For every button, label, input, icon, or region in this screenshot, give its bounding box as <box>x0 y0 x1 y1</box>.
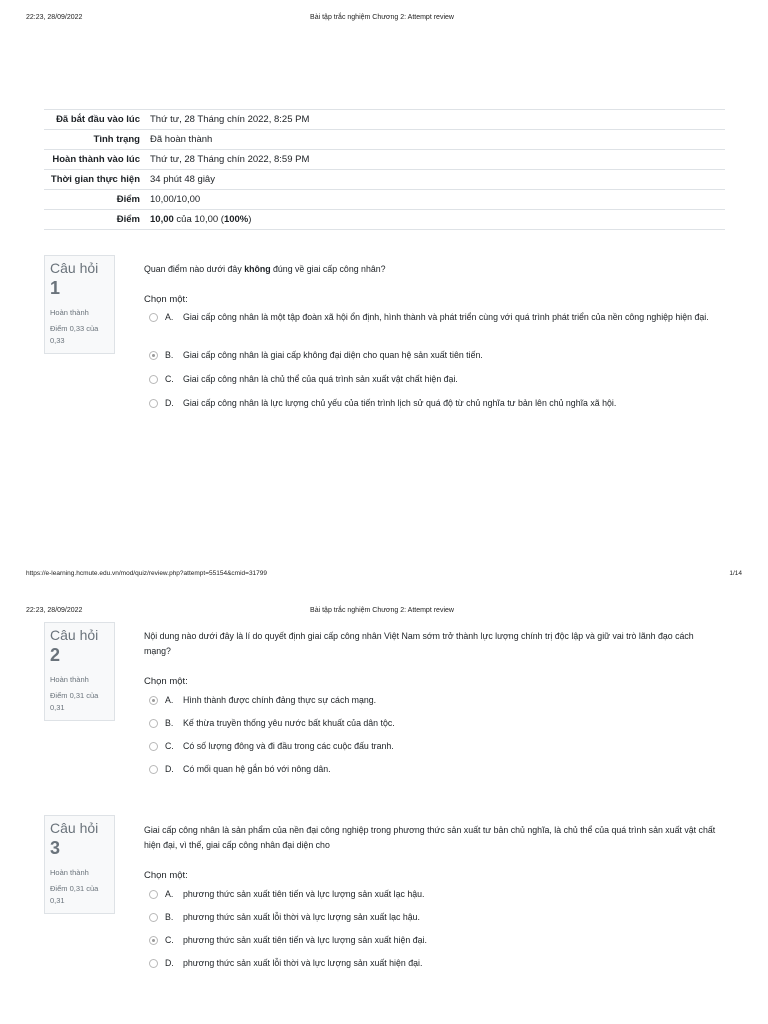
option-letter: D. <box>165 398 174 408</box>
radio-button[interactable] <box>149 913 158 922</box>
question-label: Câu hỏi <box>50 627 99 643</box>
summary-row <box>44 110 725 130</box>
option-text: phương thức sản xuất tiên tiến và lực lượng sản xuất hiện đại. <box>183 935 427 945</box>
choose-one-label: Chọn một: <box>144 294 188 305</box>
question-number: 2 <box>50 645 61 665</box>
question-state: Hoàn thành <box>50 868 89 877</box>
question-grade: Điểm 0,31 của 0,31 <box>50 691 99 712</box>
option-text: phương thức sản xuất lỗi thời và lực lượng sản xuất lạc hậu. <box>183 912 420 922</box>
answer-option[interactable] <box>149 372 715 387</box>
summary-value: Thứ tư, 28 Tháng chín 2022, 8:59 PM <box>146 150 725 170</box>
answer-option[interactable] <box>149 762 715 777</box>
question-text-part: đúng về giai cấp công nhân? <box>270 264 386 274</box>
question-info-box <box>44 622 115 721</box>
question-label: Câu hỏi <box>50 260 99 276</box>
option-letter: C. <box>165 374 174 384</box>
option-text: phương thức sản xuất lỗi thời và lực lượng sản xuất hiện đại. <box>183 958 423 968</box>
print-header <box>26 607 738 619</box>
radio-button[interactable] <box>149 375 158 384</box>
print-timestamp: 22:23, 28/09/2022 <box>26 14 83 21</box>
question-number: 1 <box>50 278 61 298</box>
radio-button[interactable] <box>149 742 158 751</box>
summary-row <box>44 130 725 150</box>
question-text: Giai cấp công nhân là sản phẩm của nền đại công nghiệp trong phương thức sản xuất tư bản chủ nghĩa, là chủ thể của quá trình sản xuất vật chất hiện đại, vì thế, giai cấp công nhân đại diện cho <box>144 825 716 850</box>
answer-option[interactable] <box>149 933 715 948</box>
option-text: Giai cấp công nhân là chủ thể của quá trình sản xuất vật chất hiện đại. <box>183 374 458 384</box>
summary-value: 34 phút 48 giây <box>146 170 725 190</box>
grade-percent: 100% <box>223 214 249 225</box>
summary-row <box>44 210 725 230</box>
print-header <box>26 14 738 26</box>
print-page-title: Bài tập trắc nghiệm Chương 2: Attempt review <box>310 14 454 21</box>
option-letter: D. <box>165 764 174 774</box>
answer-option[interactable] <box>149 310 715 325</box>
question-grade: Điểm 0,33 của 0,33 <box>50 324 99 345</box>
summary-value: 10,00/10,00 <box>146 190 725 210</box>
choose-one-label: Chọn một: <box>144 676 188 687</box>
summary-key: Điểm <box>44 190 146 210</box>
summary-value: Đã hoàn thành <box>146 130 725 150</box>
summary-key: Điểm <box>44 210 146 230</box>
radio-button[interactable] <box>149 765 158 774</box>
summary-row <box>44 190 725 210</box>
radio-button-selected[interactable] <box>149 936 158 945</box>
option-text: Giai cấp công nhân là một tập đoàn xã hội ổn định, hình thành và phát triển cùng với quá trình phát triển của nền công nghiệp hiện đại. <box>183 312 709 322</box>
radio-button[interactable] <box>149 959 158 968</box>
answer-option[interactable] <box>149 716 715 731</box>
answer-option[interactable] <box>149 910 715 925</box>
option-letter: B. <box>165 912 174 922</box>
summary-row <box>44 150 725 170</box>
summary-key: Tình trạng <box>44 130 146 150</box>
option-letter: C. <box>165 935 174 945</box>
question-grade: Điểm 0,31 của 0,31 <box>50 884 99 905</box>
question-info-box <box>44 255 115 354</box>
option-letter: A. <box>165 312 174 322</box>
option-text: Giai cấp công nhân là lực lượng chủ yếu của tiến trình lịch sử quá độ từ chủ nghĩa tư bản lên chủ nghĩa xã hội. <box>183 398 617 408</box>
option-letter: C. <box>165 741 174 751</box>
radio-button[interactable] <box>149 399 158 408</box>
option-letter: B. <box>165 718 174 728</box>
option-letter: A. <box>165 889 174 899</box>
summary-value: Thứ tư, 28 Tháng chín 2022, 8:25 PM <box>146 110 725 130</box>
answer-option[interactable] <box>149 693 715 708</box>
radio-button-selected[interactable] <box>149 351 158 360</box>
answer-option[interactable] <box>149 956 715 971</box>
question-label: Câu hỏi <box>50 820 99 836</box>
question-info-box <box>44 815 115 914</box>
radio-button[interactable] <box>149 313 158 322</box>
summary-row <box>44 170 725 190</box>
radio-button[interactable] <box>149 719 158 728</box>
question-text <box>144 262 719 277</box>
grade-of: của 10,00 ( <box>173 214 224 225</box>
option-letter: B. <box>165 350 174 360</box>
question-text-part: Quan điểm nào dưới đây <box>144 264 245 274</box>
attempt-summary-table <box>44 109 725 230</box>
radio-button-selected[interactable] <box>149 696 158 705</box>
print-page-title: Bài tập trắc nghiệm Chương 2: Attempt review <box>310 607 454 614</box>
summary-key: Hoàn thành vào lúc <box>44 150 146 170</box>
answer-option[interactable] <box>149 396 715 411</box>
choose-one-label: Chọn một: <box>144 870 188 881</box>
option-text: phương thức sản xuất tiên tiến và lực lượng sản xuất lạc hậu. <box>183 889 425 899</box>
grade-close: ) <box>248 214 252 225</box>
question-state: Hoàn thành <box>50 675 89 684</box>
question-text-emphasis: không <box>244 264 271 274</box>
answer-option[interactable] <box>149 348 715 363</box>
grade-score: 10,00 <box>150 214 174 225</box>
option-text: Kế thừa truyền thống yêu nước bất khuất của dân tộc. <box>183 718 395 728</box>
page-number: 1/14 <box>729 570 742 577</box>
option-letter: A. <box>165 695 174 705</box>
question-state: Hoàn thành <box>50 308 89 317</box>
summary-key: Thời gian thực hiện <box>44 170 146 190</box>
print-footer <box>26 570 742 582</box>
radio-button[interactable] <box>149 890 158 899</box>
answer-option[interactable] <box>149 887 715 902</box>
print-timestamp: 22:23, 28/09/2022 <box>26 607 83 614</box>
question-number: 3 <box>50 838 61 858</box>
question-text: Nội dung nào dưới đây là lí do quyết định giai cấp công nhân Việt Nam sớm trở thành lực lượng chính trị độc lập và giữ vai trò lãnh đạo cách mạng? <box>144 631 694 656</box>
option-text: Hình thành được chính đảng thực sự cách mạng. <box>183 695 377 705</box>
option-text: Có số lượng đông và đi đầu trong các cuộc đấu tranh. <box>183 741 394 751</box>
option-text: Giai cấp công nhân là giai cấp không đại diện cho quan hệ sản xuất tiên tiến. <box>183 350 483 360</box>
summary-value <box>146 210 725 230</box>
option-text: Có mối quan hệ gắn bó với nông dân. <box>183 764 331 774</box>
answer-option[interactable] <box>149 739 715 754</box>
summary-key: Đã bắt đầu vào lúc <box>44 110 146 130</box>
option-letter: D. <box>165 958 174 968</box>
page-url: https://e-learning.hcmute.edu.vn/mod/quiz/review.php?attempt=55154&cmid=31799 <box>26 570 268 577</box>
